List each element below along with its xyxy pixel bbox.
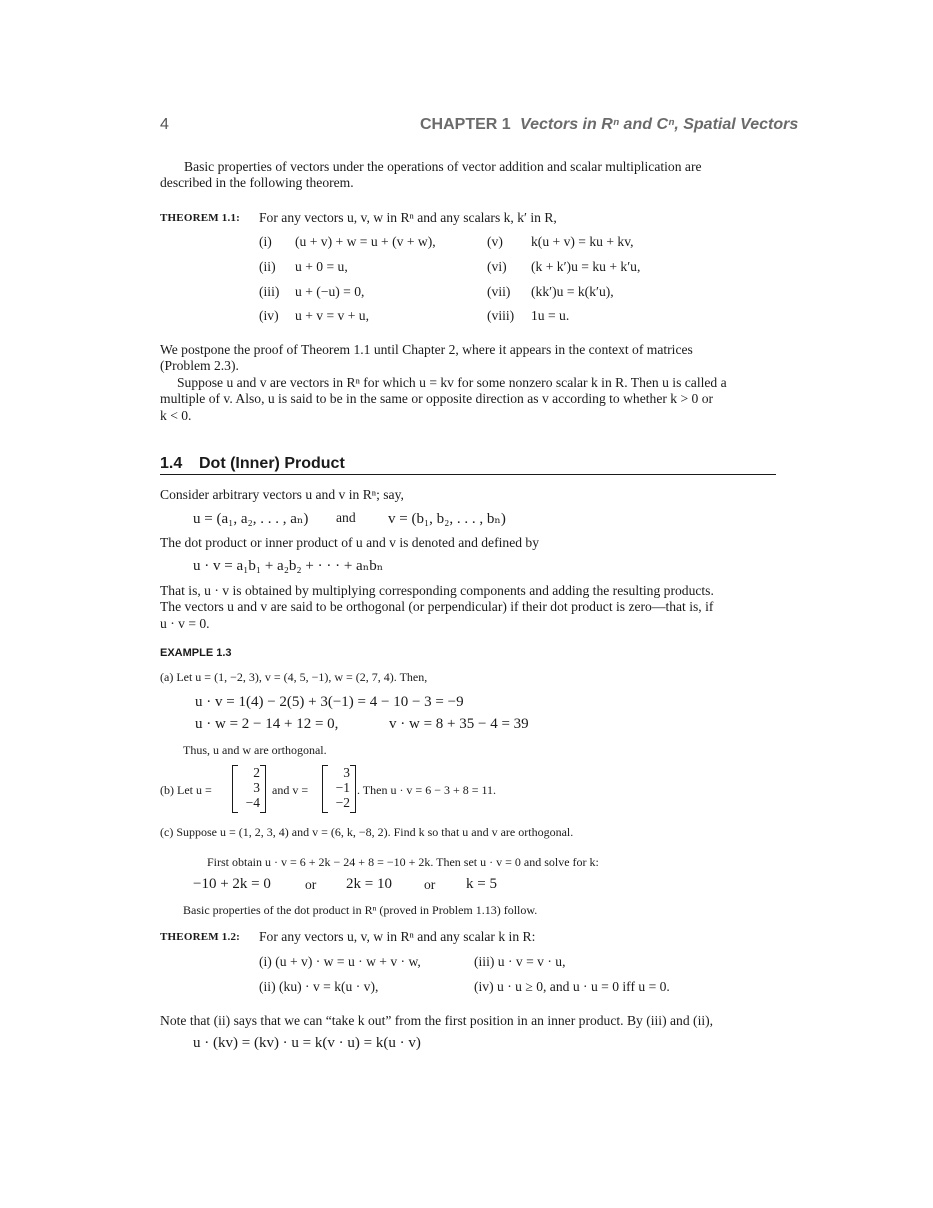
intro-line-2: described in the following theorem. (160, 175, 354, 190)
theorem-1-1-statement: For any vectors u, v, w in Rⁿ and any scalars k, k′ in R, (259, 210, 557, 225)
section-title: Dot (Inner) Product (199, 455, 345, 472)
theorem-1-1-label: THEOREM 1.1: (160, 212, 241, 224)
chapter-label: CHAPTER 1 (420, 116, 511, 133)
dot-that-is-3: u · v = 0. (160, 616, 210, 631)
example-b-and: and v = (272, 783, 309, 797)
postpone-line-1: We postpone the proof of Theorem 1.1 until Chapter 2, where it appears in the context of matrices (160, 342, 693, 357)
postpone-line-5: k < 0. (160, 408, 192, 423)
theorem-1-1-item-num: (v) (487, 234, 503, 249)
matrix-cell: −2 (335, 795, 350, 810)
matrix-cell: 3 (343, 765, 350, 780)
page-number: 4 (160, 116, 169, 133)
postpone-line-2: (Problem 2.3). (160, 358, 239, 373)
theorem-1-1-item-expr: u + v = v + u, (295, 308, 369, 323)
example-c-first: First obtain u · v = 6 + 2k − 24 + 8 = −10 + 2k. Then set u · v = 0 and solve for k: (207, 855, 599, 869)
dot-u-def: u = (a₁, a₂, . . . , aₙ) (193, 511, 309, 527)
theorem-1-1-item-num: (vii) (487, 284, 511, 299)
theorem-1-1-item-expr: 1u = u. (531, 308, 570, 323)
note-line: Note that (ii) says that we can “take k out” from the first position in an inner product. By (iii) and (ii), (160, 1013, 714, 1028)
theorem-1-2-statement: For any vectors u, v, w in Rⁿ and any scalar k in R: (259, 929, 536, 944)
example-c-eq2: 2k = 10 (346, 876, 392, 892)
theorem-1-2-item: (iii) u · v = v · u, (474, 954, 566, 969)
dot-intro: Consider arbitrary vectors u and v in Rⁿ; say, (160, 487, 404, 502)
theorem-1-1-item-expr: (u + v) + w = u + (v + w), (295, 234, 436, 249)
postpone-line-4: multiple of v. Also, u is said to be in the same or opposite direction as v according to whether k > 0 or (160, 391, 714, 406)
dot-and: and (336, 510, 356, 525)
dot-that-is-1: That is, u · v is obtained by multiplying corresponding components and adding the resulting products. (160, 583, 714, 598)
theorem-1-1-item-num: (i) (259, 234, 272, 249)
example-c-eq1: −10 + 2k = 0 (193, 876, 271, 892)
example-a-eq3: v · w = 8 + 35 − 4 = 39 (389, 716, 529, 732)
theorem-1-1-item-expr: u + (−u) = 0, (295, 284, 365, 299)
example-c-or: or (424, 877, 436, 892)
section-rule (160, 474, 776, 475)
theorem-1-1-item-expr: (k + k′)u = ku + k′u, (531, 259, 641, 274)
theorem-1-1-item-num: (ii) (259, 259, 276, 274)
example-b-let: (b) Let u = (160, 783, 212, 797)
dot-formula: u · v = a₁b₁ + a₂b₂ + · · · + aₙbₙ (193, 558, 384, 574)
example-basic: Basic properties of the dot product in Rⁿ (proved in Problem 1.13) follow. (183, 903, 538, 917)
dot-v-def: v = (b₁, b₂, . . . , bₙ) (388, 511, 506, 527)
theorem-1-1-item-expr: k(u + v) = ku + kv, (531, 234, 634, 249)
theorem-1-1-item-num: (iii) (259, 284, 280, 299)
chapter-title: Vectors in Rⁿ and Cⁿ, Spatial Vectors (520, 116, 799, 133)
theorem-1-2-item: (i) (u + v) · w = u · w + v · w, (259, 954, 421, 969)
matrix-cell: 2 (253, 765, 260, 780)
section-number: 1.4 (160, 455, 183, 472)
theorem-1-2-label: THEOREM 1.2: (160, 931, 241, 943)
matrix-cell: −1 (335, 780, 350, 795)
theorem-1-1-item-expr: u + 0 = u, (295, 259, 348, 274)
dot-defline: The dot product or inner product of u and v is denoted and defined by (160, 535, 540, 550)
note-formula: u · (kv) = (kv) · u = k(v · u) = k(u · v) (193, 1035, 421, 1051)
theorem-1-2-item: (ii) (ku) · v = k(u · v), (259, 979, 379, 994)
theorem-1-1-item-num: (vi) (487, 259, 507, 274)
postpone-line-3: Suppose u and v are vectors in Rⁿ for which u = kv for some nonzero scalar k in R. Then u is called a (177, 375, 727, 390)
example-c-eq3: k = 5 (466, 876, 497, 892)
example-1-3-label: EXAMPLE 1.3 (160, 647, 232, 659)
example-b-then: . Then u · v = 6 − 3 + 8 = 11. (357, 783, 497, 797)
theorem-1-1-item-num: (iv) (259, 308, 279, 323)
theorem-1-2-item: (iv) u · u ≥ 0, and u · u = 0 iff u = 0. (474, 979, 670, 994)
example-a-eq1: u · v = 1(4) − 2(5) + 3(−1) = 4 − 10 − 3 = −9 (195, 694, 464, 710)
example-a-thus: Thus, u and w are orthogonal. (183, 743, 327, 757)
matrix-cell: 3 (253, 780, 260, 795)
example-a-intro: (a) Let u = (1, −2, 3), v = (4, 5, −1), w = (2, 7, 4). Then, (160, 670, 428, 684)
intro-line-1: Basic properties of vectors under the operations of vector addition and scalar multiplication are (184, 159, 702, 174)
matrix-cell: −4 (245, 795, 260, 810)
matrix-v (322, 765, 356, 813)
matrix-u (232, 765, 266, 813)
example-a-eq2: u · w = 2 − 14 + 12 = 0, (195, 716, 339, 732)
example-c-intro: (c) Suppose u = (1, 2, 3, 4) and v = (6, k, −8, 2). Find k so that u and v are orthogonal. (160, 825, 574, 839)
example-c-or: or (305, 877, 317, 892)
theorem-1-1-item-expr: (kk′)u = k(k′u), (531, 284, 614, 299)
theorem-1-1-item-num: (viii) (487, 308, 515, 323)
dot-that-is-2: The vectors u and v are said to be orthogonal (or perpendicular) if their dot product is zero—that is, if (160, 599, 714, 614)
